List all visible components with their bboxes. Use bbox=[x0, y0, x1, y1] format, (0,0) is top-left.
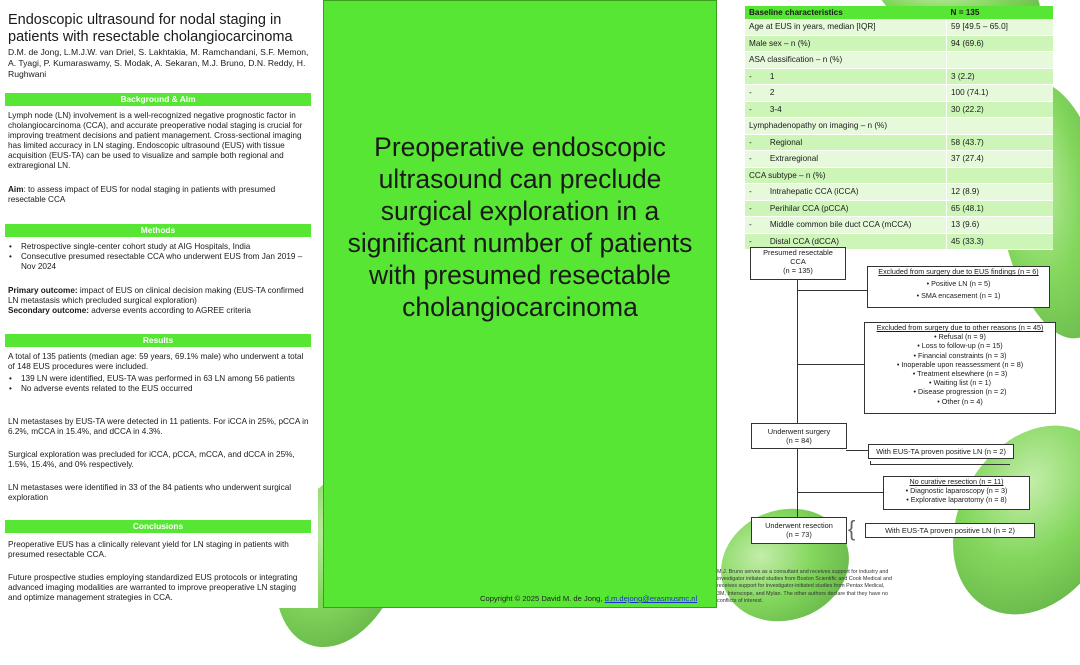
methods-bullets bbox=[8, 242, 310, 272]
dash-marker: - bbox=[749, 236, 752, 246]
dash-marker: - bbox=[749, 154, 752, 164]
table-cell-label bbox=[745, 217, 947, 234]
list-item: • SMA encasement (n = 1) bbox=[868, 291, 1049, 300]
primary-outcome-body: impact of EUS on clinical decision making (EUS-TA confirmed LN metastasis which precluded surgical exploration) bbox=[8, 286, 304, 305]
table-header-row bbox=[745, 6, 1053, 19]
table-cell-value bbox=[947, 167, 1054, 184]
table-cell-label bbox=[745, 85, 947, 102]
surgery-line-1: Underwent surgery bbox=[767, 427, 831, 436]
table-cell-value: 100 (74.1) bbox=[947, 85, 1054, 102]
table-cell-label bbox=[745, 134, 947, 151]
table-cell-value: 58 (43.7) bbox=[947, 134, 1054, 151]
background-leaf-decoration bbox=[920, 396, 1080, 644]
row-label-text: Perihilar CCA (pCCA) bbox=[769, 203, 849, 213]
baseline-characteristics-table bbox=[745, 6, 1053, 246]
table-cell-value: 3 (2.2) bbox=[947, 68, 1054, 85]
table-cell-label: Age at EUS in years, median [IQR] bbox=[745, 19, 947, 35]
list-item: • Consecutive presumed resectable CCA who underwent EUS from Jan 2019 – Nov 2024 bbox=[8, 252, 310, 272]
table-row bbox=[745, 167, 1053, 184]
results-paragraph-2: Surgical exploration was precluded for iCCA, pCCA, mCCA, and dCCA in 25%, 1.5%, 15.4%, and 0% respectively. bbox=[8, 450, 295, 469]
secondary-outcome-label: Secondary outcome: bbox=[8, 306, 89, 315]
table-cell-label: Lymphadenopathy on imaging – n (%) bbox=[745, 118, 947, 135]
table-cell-label bbox=[745, 68, 947, 85]
list-item: • Diagnostic laparoscopy (n = 3) bbox=[884, 486, 1029, 495]
table-cell-value bbox=[947, 118, 1054, 135]
flow-start-line-1: Presumed resectable bbox=[763, 248, 833, 257]
list-item: • Disease progression (n = 2) bbox=[865, 387, 1055, 396]
row-label-text: 3-4 bbox=[769, 104, 782, 114]
underwent-surgery-box bbox=[751, 423, 847, 449]
table-row bbox=[745, 184, 1053, 201]
list-item: • Loss to follow-up (n = 15) bbox=[865, 341, 1055, 350]
table-row bbox=[745, 118, 1053, 135]
table-cell-value: 13 (9.6) bbox=[947, 217, 1054, 234]
secondary-outcome-text bbox=[8, 306, 310, 316]
table-cell-label: CCA subtype – n (%) bbox=[745, 167, 947, 184]
primary-outcome-text bbox=[8, 286, 310, 306]
table-cell-value: 45 (33.3) bbox=[947, 233, 1054, 250]
table-row bbox=[745, 217, 1053, 234]
resection-positive-ln-box: With EUS-TA proven positive LN (n = 2) bbox=[865, 523, 1035, 538]
table-cell-value: 30 (22.2) bbox=[947, 101, 1054, 118]
list-item: • No adverse events related to the EUS occurred bbox=[8, 384, 310, 394]
table-cell-label bbox=[745, 101, 947, 118]
conclusions-paragraph-1: Preoperative EUS has a clinically relevant yield for LN staging in patients with presumed resectable CCA. bbox=[8, 540, 289, 559]
aim-label: Aim bbox=[8, 185, 24, 194]
flow-start-line-2: CCA bbox=[790, 257, 806, 266]
list-item: • Financial constraints (n = 3) bbox=[865, 351, 1055, 360]
table-row bbox=[745, 101, 1053, 118]
table-row bbox=[745, 134, 1053, 151]
poster-title: Endoscopic ultrasound for nodal staging in patients with resectable cholangiocarcinoma bbox=[8, 12, 293, 45]
row-label-text: 2 bbox=[769, 88, 775, 98]
table-cell-label bbox=[745, 151, 947, 168]
methods-heading: Methods bbox=[5, 224, 311, 237]
table-cell-value: 37 (27.4) bbox=[947, 151, 1054, 168]
key-message-panel bbox=[323, 0, 717, 608]
dash-marker: - bbox=[749, 187, 752, 197]
resection-line-2: (n = 73) bbox=[786, 530, 812, 539]
primary-outcome-label: Primary outcome: bbox=[8, 286, 78, 295]
author-list: D.M. de Jong, L.M.J.W. van Driel, S. Lakhtakia, M. Ramchandani, S.F. Memon, A. Tyagi, P. Kumaraswamy, S. Modak, A. Sekaran, M.J. Bruno, D.N. Reddy, H. Rughwani bbox=[8, 47, 309, 79]
table-cell-value bbox=[947, 52, 1054, 69]
excluded-other-reasons-box bbox=[864, 322, 1056, 414]
list-item: • Explorative laparotomy (n = 8) bbox=[884, 495, 1029, 504]
flow-start-box bbox=[750, 247, 846, 280]
no-curative-resection-box bbox=[883, 476, 1030, 510]
results-bullets bbox=[8, 374, 310, 394]
list-item: • Inoperable upon reassessment (n = 8) bbox=[865, 360, 1055, 369]
results-paragraph-1: LN metastases by EUS-TA were detected in 11 patients. For iCCA in 25%, pCCA in 6.2%, mCCA in 15.4%, and dCCA in 4.3%. bbox=[8, 417, 309, 436]
row-label-text: Extraregional bbox=[769, 154, 819, 164]
table-row bbox=[745, 200, 1053, 217]
table-row bbox=[745, 52, 1053, 69]
background-leaf-decoration bbox=[705, 491, 865, 639]
list-item: • Positive LN (n = 5) bbox=[868, 279, 1049, 288]
secondary-outcome-body: adverse events according to AGREE criteria bbox=[88, 306, 251, 315]
excluded-eus-title: Excluded from surgery due to EUS findings (n = 6) bbox=[878, 267, 1039, 276]
results-paragraph-3: LN metastases were identified in 33 of the 84 patients who underwent surgical exploration bbox=[8, 483, 292, 502]
list-item: • Other (n = 4) bbox=[865, 397, 1055, 406]
results-intro: A total of 135 patients (median age: 59 years, 69.1% male) who underwent a total of 148 EUS procedures were included. bbox=[8, 352, 304, 371]
excluded-other-title: Excluded from surgery due to other reasons (n = 45) bbox=[876, 323, 1044, 332]
row-label-text: 1 bbox=[769, 71, 775, 81]
table-cell-label: ASA classification – n (%) bbox=[745, 52, 947, 69]
table-row bbox=[745, 19, 1053, 35]
dash-marker: - bbox=[749, 137, 752, 147]
row-label-text: Regional bbox=[769, 137, 803, 147]
underwent-resection-box bbox=[751, 517, 847, 544]
list-item: • Treatment elsewhere (n = 3) bbox=[865, 369, 1055, 378]
copyright-text: Copyright © 2025 David M. de Jong, bbox=[480, 594, 605, 603]
row-label-text: Intrahepatic CCA (iCCA) bbox=[769, 187, 859, 197]
resection-line-1: Underwent resection bbox=[765, 521, 833, 530]
left-column bbox=[0, 0, 318, 608]
list-item: • 139 LN were identified, EUS-TA was performed in 63 LN among 56 patients bbox=[8, 374, 310, 384]
table-header-label: Baseline characteristics bbox=[745, 6, 947, 19]
dash-marker: - bbox=[749, 203, 752, 213]
aim-text bbox=[8, 185, 310, 205]
no-curative-title: No curative resection (n = 11) bbox=[909, 477, 1004, 486]
table-row bbox=[745, 85, 1053, 102]
background-aim-heading: Background & Aim bbox=[5, 93, 311, 106]
dash-marker: - bbox=[749, 220, 752, 230]
table-header-value: N = 135 bbox=[947, 6, 1054, 19]
copyright-line bbox=[480, 594, 697, 603]
dash-marker: - bbox=[749, 88, 752, 98]
conclusions-heading: Conclusions bbox=[5, 520, 311, 533]
table-cell-value: 94 (69.6) bbox=[947, 35, 1054, 52]
results-heading: Results bbox=[5, 334, 311, 347]
table-cell-value: 12 (8.9) bbox=[947, 184, 1054, 201]
list-item: • Retrospective single-center cohort study at AIG Hospitals, India bbox=[8, 242, 310, 252]
surgery-positive-ln-box: With EUS-TA proven positive LN (n = 2) bbox=[868, 444, 1014, 459]
table-row bbox=[745, 35, 1053, 52]
row-label-text: Distal CCA (dCCA) bbox=[769, 236, 839, 246]
surgery-line-2: (n = 84) bbox=[786, 436, 812, 445]
table-cell-value: 65 (48.1) bbox=[947, 200, 1054, 217]
background-text: Lymph node (LN) involvement is a well-recognized negative prognostic factor in cholangiocarcinoma (CCA), and accurate preoperative nodal staging is crucial for improving treatment decisions and patient management. Cross-sectional imaging has limited accuracy in LN staging. Endoscopic ultrasound (EUS) with tissue acquisition (EUS-TA) can be used to visualize and sample both regional and extraregional LN. bbox=[8, 111, 303, 170]
flow-start-line-3: (n = 135) bbox=[783, 266, 813, 275]
table-row bbox=[745, 68, 1053, 85]
aim-body: : to assess impact of EUS for nodal staging in patients with presumed resectable CCA bbox=[8, 185, 276, 204]
bracket-icon: { bbox=[848, 516, 856, 541]
dash-marker: - bbox=[749, 71, 752, 81]
conclusions-paragraph-2: Future prospective studies employing standardized EUS protocols or integrating advanced imaging modalities are warranted to improve preoperative LN staging and optimize management strategies in CCA. bbox=[8, 573, 298, 602]
key-message-headline: Preoperative endoscopic ultrasound can preclude surgical exploration in a significant number of patients with presumed resectable cholangiocarcinoma bbox=[347, 132, 693, 322]
list-item: • Waiting list (n = 1) bbox=[865, 378, 1055, 387]
list-item: • Refusal (n = 9) bbox=[865, 332, 1055, 341]
conflict-of-interest-disclaimer: M.J. Bruno serves as a consultant and receives support for industry and investigator initiated studies from Boston Scientific and Cook Medical and receives support for investigator-initiated studies from Pentax Medical, 3M, Interscope, and Mylan. The other authors declare that they have no conflicts of interest. bbox=[717, 569, 892, 604]
table-cell-value: 59 [49.5 – 65.0] bbox=[947, 19, 1054, 35]
contact-email-link[interactable]: d.m.dejong@erasmusmc.nl bbox=[604, 594, 698, 603]
table-row bbox=[745, 151, 1053, 168]
excluded-eus-findings-box bbox=[867, 266, 1050, 308]
table-cell-label bbox=[745, 200, 947, 217]
table-cell-label bbox=[745, 184, 947, 201]
row-label-text: Middle common bile duct CCA (mCCA) bbox=[769, 220, 912, 230]
table-cell-label: Male sex – n (%) bbox=[745, 35, 947, 52]
dash-marker: - bbox=[749, 104, 752, 114]
